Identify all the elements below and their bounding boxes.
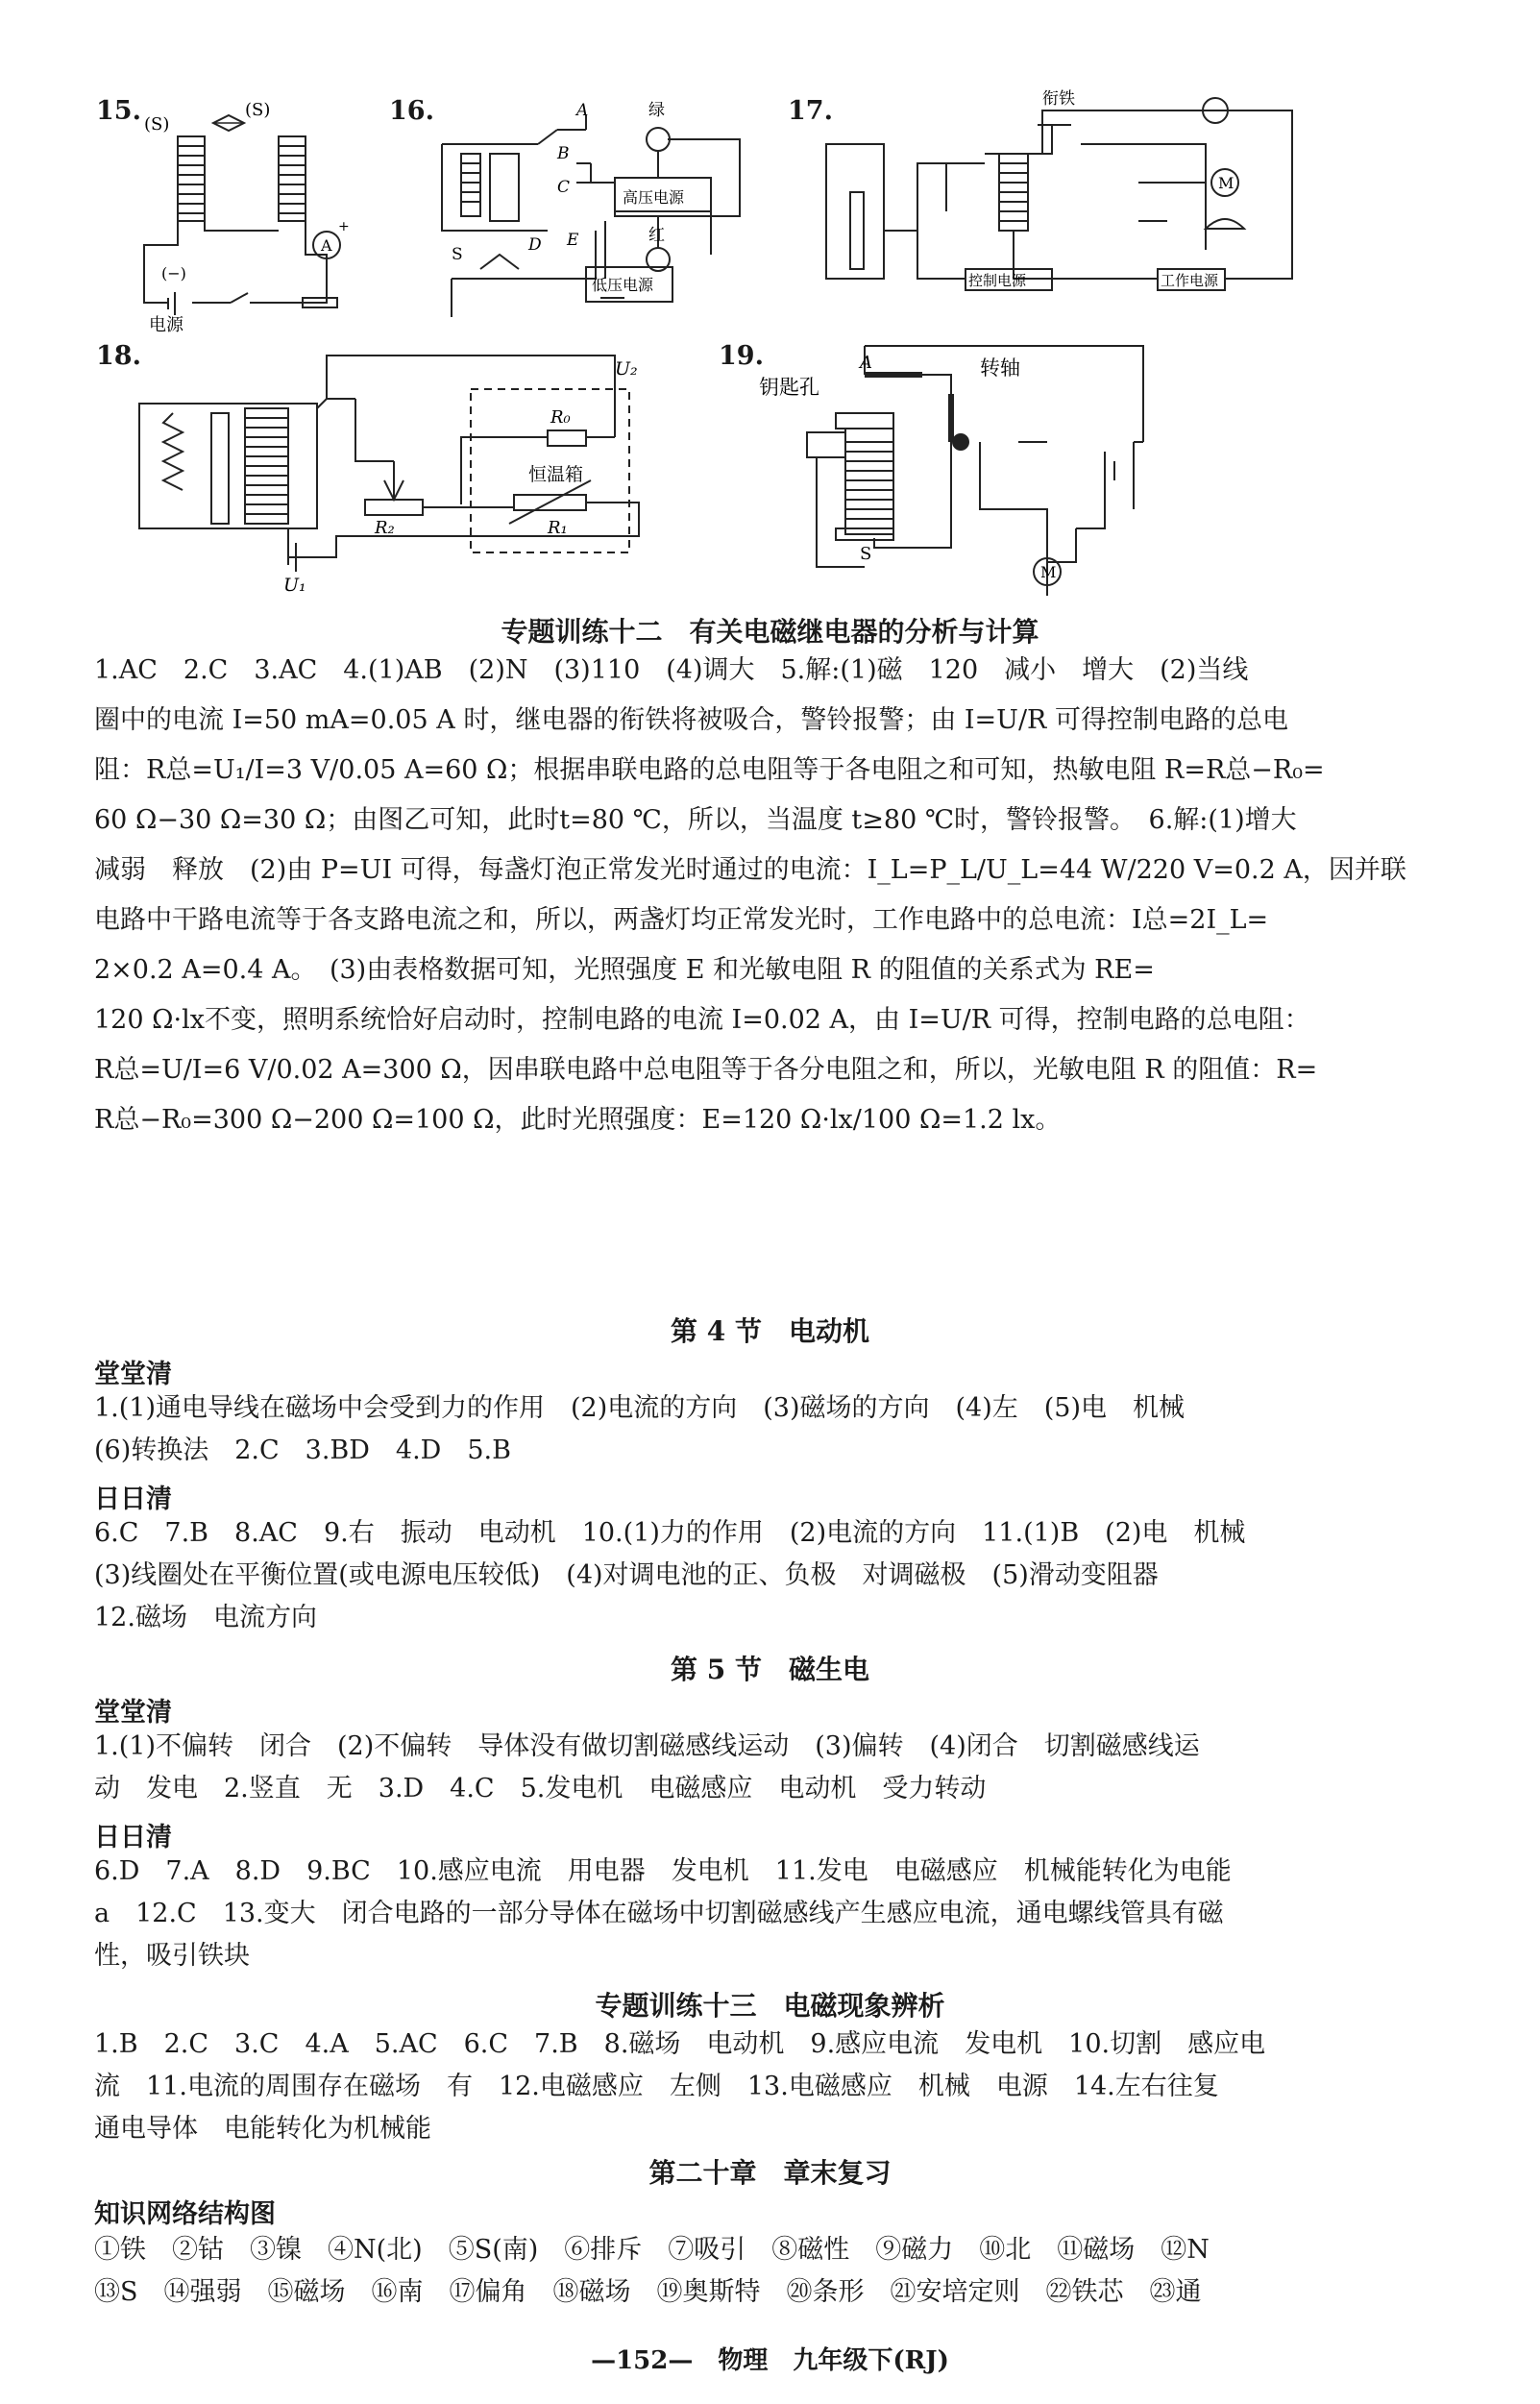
answer-line: R总−R₀=300 Ω−200 Ω=100 Ω，此时光照强度：E=120 Ω·lx/100 Ω=1.2 lx。: [94, 1105, 1062, 1135]
figure-16-label-s: S: [452, 245, 463, 264]
figure-16-label-e: E: [567, 231, 579, 250]
figure-19-label-a: A: [860, 353, 872, 373]
answer-line: a 12.C 13.变大 闭合电路的一部分导体在磁场中切割磁感线产生感应电流，通电螺线管具有磁: [94, 1899, 1224, 1928]
figure-15-label-s2: (S): [245, 100, 271, 120]
answer-line: 120 Ω·lx不变，照明系统恰好启动时，控制电路的电流 I=0.02 A，由 I=U/R 可得，控制电路的总电阻：: [94, 1005, 1310, 1035]
figure-16-label-d: D: [528, 235, 542, 255]
chapter-review-answers: [94, 2229, 1434, 2314]
answer-line: 1.(1)通电导线在磁场中会受到力的作用 (2)电流的方向 (3)磁场的方向 (4)左 (5)电 机械: [94, 1393, 1185, 1423]
figure-18-r1: R₁: [548, 518, 568, 538]
figure-17-work-power: 工作电源: [1161, 272, 1219, 289]
figure-18-u2: U₂: [615, 358, 638, 380]
answer-line: 动 发电 2.竖直 无 3.D 4.C 5.发电机 电磁感应 电动机 受力转动: [94, 1774, 987, 1803]
figure-18-number: 18.: [96, 341, 141, 371]
answer-line: 通电导体 电能转化为机械能: [94, 2114, 431, 2144]
figure-15-number: 15.: [96, 96, 141, 126]
figure-16-number: 16.: [389, 96, 434, 126]
figure-15-ammeter: A: [321, 236, 332, 255]
section-title-motor: 第 4 节 电动机: [671, 1315, 869, 1347]
section-title-chapter-review: 第二十章 章末复习: [648, 2157, 892, 2189]
answer-line: 1.B 2.C 3.C 4.A 5.AC 6.C 7.B 8.磁场 电动机 9.感应电流 发电机 10.切割 感应电: [94, 2029, 1266, 2059]
figure-16-high-voltage: 高压电源: [623, 188, 685, 207]
answer-line: 6.C 7.B 8.AC 9.右 振动 电动机 10.(1)力的作用 (2)电流的方向 11.(1)B (2)电 机械: [94, 1518, 1246, 1548]
answer-line: (3)线圈处在平衡位置(或电源电压较低) (4)对调电池的正、负极 对调磁极 (5)滑动变阻器: [94, 1560, 1159, 1590]
section-title-magnetism-electricity: 第 5 节 磁生电: [671, 1654, 869, 1685]
figure-16-red: 红: [648, 226, 665, 245]
figure-18-diagram: [134, 336, 711, 596]
topic-13-answers: [94, 2024, 1434, 2150]
tangtang-heading: 堂堂清: [94, 1360, 172, 1389]
figures-row-2: [0, 336, 1540, 596]
motor-tangtang-answers: [94, 1387, 1434, 1472]
figure-17-number: 17.: [788, 96, 833, 126]
answer-line: 12.磁场 电流方向: [94, 1603, 317, 1632]
figure-15-plus: +: [338, 219, 350, 234]
tangtang-heading: 堂堂清: [94, 1698, 172, 1728]
topic-12-answers: [94, 646, 1434, 1145]
answer-line: 60 Ω−30 Ω=30 Ω；由图乙可知，此时t=80 ℃，所以，当温度 t≥80 ℃时，警铃报警。 6.解:(1)增大: [94, 805, 1297, 835]
answer-line: 6.D 7.A 8.D 9.BC 10.感应电流 用电器 发电机 11.发电 电磁感应 机械能转化为电能: [94, 1856, 1232, 1886]
motor-riri-answers: [94, 1512, 1434, 1639]
figure-16-diagram: [423, 86, 769, 317]
figure-19-number: 19.: [719, 341, 764, 371]
section-title-topic-12: 专题训练十二 有关电磁继电器的分析与计算: [501, 616, 1039, 648]
answer-line: 2×0.2 A=0.4 A。 (3)由表格数据可知，光照强度 E 和光敏电阻 R 的阻值的关系式为 RE=: [94, 955, 1155, 985]
answer-line: 性，吸引铁块: [94, 1941, 250, 1971]
figure-15-label-s1: (S): [144, 114, 170, 135]
figure-15-minus: (−): [161, 264, 186, 282]
figure-17-armature: 衔铁: [1042, 89, 1075, 109]
answer-line: 圈中的电流 I=50 mA=0.05 A 时，继电器的衔铁将被吸合，警铃报警；由 I=U/R 可得控制电路的总电: [94, 705, 1288, 735]
figure-19-keyhole: 钥匙孔: [759, 376, 819, 399]
answer-line: 流 11.电流的周围存在磁场 有 12.电磁感应 左侧 13.电磁感应 机械 电源 14.左右往复: [94, 2072, 1219, 2101]
answer-line: ⑬S ⑭强弱 ⑮磁场 ⑯南 ⑰偏角 ⑱磁场 ⑲奥斯特 ⑳条形 ㉑安培定则 ㉒铁芯 ㉓通: [94, 2277, 1202, 2307]
answer-line: 电路中干路电流等于各支路电流之和，所以，两盏灯均正常发光时，工作电路中的总电流：I总=2I_L=: [94, 905, 1269, 935]
answer-line: (6)转换法 2.C 3.BD 4.D 5.B: [94, 1435, 511, 1465]
figure-17-control-power: 控制电源: [968, 272, 1027, 289]
figure-17-motor: M: [1218, 174, 1234, 192]
figures-row-1: [0, 86, 1540, 346]
figure-19-motor: M: [1040, 563, 1057, 581]
figure-17-diagram: [821, 86, 1302, 307]
figure-18-u1: U₁: [283, 575, 306, 596]
figure-19-diagram: [759, 336, 1162, 596]
figure-18-incubator: 恒温箱: [528, 464, 584, 485]
riri-heading: 日日清: [94, 1823, 172, 1852]
figure-19-label-s: S: [860, 544, 872, 564]
knowledge-network-heading: 知识网络结构图: [94, 2199, 276, 2229]
figure-19-shaft: 转轴: [980, 356, 1020, 380]
figure-16-label-b: B: [557, 144, 570, 163]
answer-line: ①铁 ②钴 ③镍 ④N(北) ⑤S(南) ⑥排斥 ⑦吸引 ⑧磁性 ⑨磁力 ⑩北 ⑪磁场 ⑫N: [94, 2235, 1210, 2265]
section-title-topic-13: 专题训练十三 电磁现象辨析: [595, 1990, 945, 2022]
figure-16-low-voltage: 低压电源: [592, 276, 654, 294]
answer-line: R总=U/I=6 V/0.02 A=300 Ω，因串联电路中总电阻等于各分电阻之和，所以，光敏电阻 R 的阻值：R=: [94, 1055, 1318, 1085]
answer-line: 1.(1)不偏转 闭合 (2)不偏转 导体没有做切割磁感线运动 (3)偏转 (4)闭合 切割磁感线运: [94, 1731, 1200, 1761]
page-footer: —152— 物理 九年级下(RJ): [591, 2346, 949, 2375]
s5-tangtang-answers: [94, 1726, 1434, 1810]
figure-16-green: 绿: [648, 101, 665, 120]
figure-15-diagram: [134, 86, 375, 336]
figure-18-r0: R₀: [550, 407, 571, 428]
s5-riri-answers: [94, 1851, 1434, 1977]
figure-16-label-c: C: [557, 178, 571, 197]
riri-heading: 日日清: [94, 1484, 172, 1514]
figure-16-label-a: A: [576, 101, 589, 120]
answer-line: 1.AC 2.C 3.AC 4.(1)AB (2)N (3)110 (4)调大 5.解:(1)磁 120 减小 增大 (2)当线: [94, 655, 1249, 685]
answer-line: 阻：R总=U₁/I=3 V/0.05 A=60 Ω；根据串联电路的总电阻等于各电阻之和可知，热敏电阻 R=R总−R₀=: [94, 755, 1325, 785]
answer-line: 减弱 释放 (2)由 P=UI 可得，每盏灯泡正常发光时通过的电流：I_L=P_L/U_L=44 W/220 V=0.2 A，因并联: [94, 855, 1406, 885]
figure-15-power: 电源: [149, 315, 183, 335]
figure-18-r2: R₂: [375, 518, 395, 538]
